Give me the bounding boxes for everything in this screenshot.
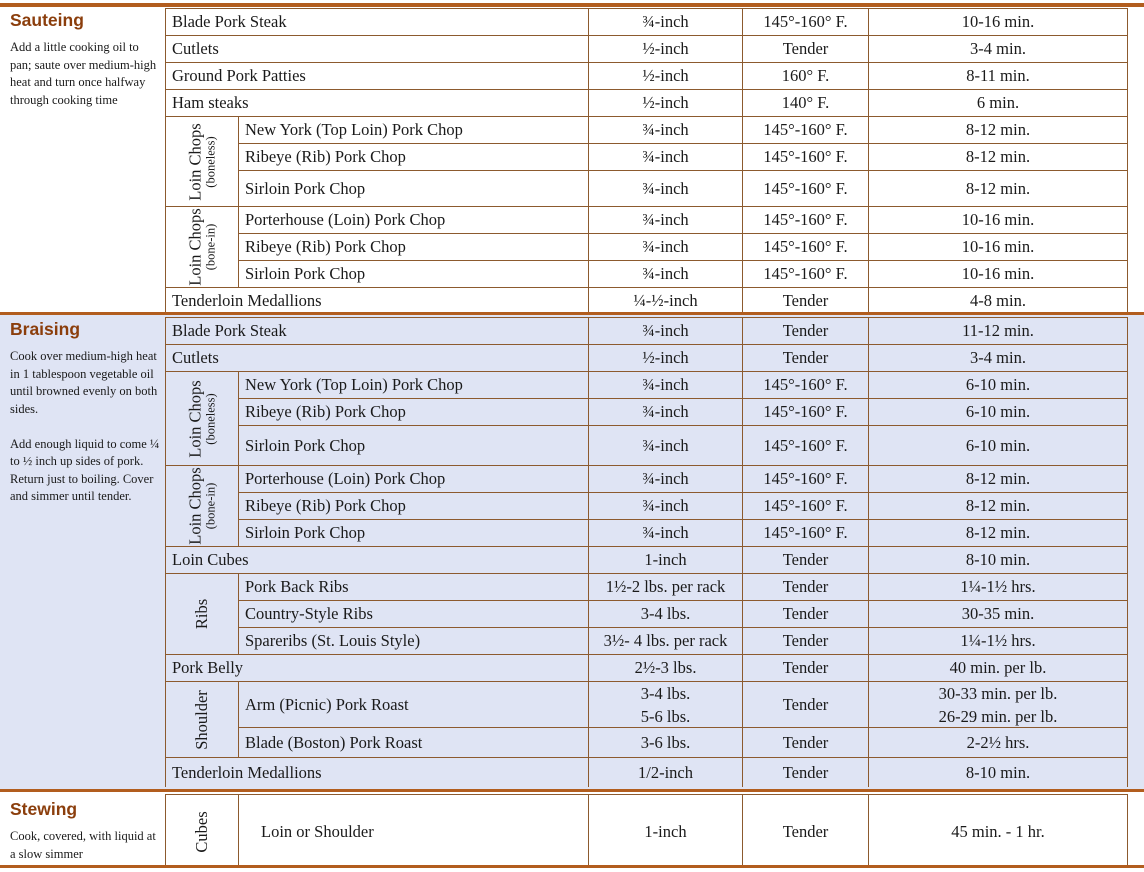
section-divider-rule xyxy=(0,789,1144,792)
temperature-cell: 160° F. xyxy=(742,62,868,89)
thickness-cell: ¾-inch xyxy=(588,492,742,519)
temperature-cell: 145°-160° F. xyxy=(742,371,868,398)
thickness-cell: ¾-inch xyxy=(588,371,742,398)
cut-name-cell: Blade (Boston) Pork Roast xyxy=(238,727,588,757)
thickness-cell: 3½- 4 lbs. per rack xyxy=(588,627,742,654)
cut-name-cell: Tenderloin Medallions xyxy=(165,757,588,787)
time-cell: 3-4 min. xyxy=(868,344,1128,371)
cut-name-cell: Loin Cubes xyxy=(165,546,588,573)
time-cell: 1¼-1½ hrs. xyxy=(868,627,1128,654)
cut-name-cell: Arm (Picnic) Pork Roast xyxy=(238,681,588,727)
cut-name-cell: Cutlets xyxy=(165,35,588,62)
group-sublabel: (boneless) xyxy=(203,135,218,188)
temperature-cell: Tender xyxy=(742,757,868,787)
braising-section-info xyxy=(10,319,160,506)
cut-name-cell: Ribeye (Rib) Pork Chop xyxy=(238,492,588,519)
thickness-cell: ¾-inch xyxy=(588,260,742,287)
group-label-wrap xyxy=(187,380,218,457)
group-label-wrap xyxy=(187,467,218,544)
cut-name-cell: Ribeye (Rib) Pork Chop xyxy=(238,233,588,260)
cut-name-cell: Blade Pork Steak xyxy=(165,317,588,344)
cut-name-cell: Ground Pork Patties xyxy=(165,62,588,89)
thickness-cell: ½-inch xyxy=(588,35,742,62)
temperature-cell: 145°-160° F. xyxy=(742,519,868,546)
group-label-wrap xyxy=(187,208,218,285)
cut-name-cell: Cutlets xyxy=(165,344,588,371)
group-label-wrap xyxy=(193,599,211,629)
time-cell: 6 min. xyxy=(868,89,1128,116)
thickness-cell: ¾-inch xyxy=(588,317,742,344)
temperature-cell: 145°-160° F. xyxy=(742,425,868,465)
thickness-cell: ¾-inch xyxy=(588,8,742,35)
braising-description: Cook over medium-high heat in 1 tablespoon vegetable oil until browned evenly on both sides. Add enough liquid to come ¼ to ½ inch up sides of pork. Return just to boiling. Cover and simmer until tender. xyxy=(10,349,160,503)
temperature-cell: Tender xyxy=(742,573,868,600)
thickness-cell: ½-inch xyxy=(588,344,742,371)
group-label-wrap xyxy=(193,690,211,750)
thickness-cell: ¾-inch xyxy=(588,116,742,143)
section-divider-rule xyxy=(0,3,1144,7)
thickness-cell: ¾-inch xyxy=(588,233,742,260)
temperature-cell: 145°-160° F. xyxy=(742,206,868,233)
thickness-cell: ¾-inch xyxy=(588,519,742,546)
group-label: Loin Chops xyxy=(185,122,205,201)
thickness-cell: ¾-inch xyxy=(588,143,742,170)
time-cell: 8-12 min. xyxy=(868,492,1128,519)
temperature-cell: Tender xyxy=(742,654,868,681)
temperature-cell: Tender xyxy=(742,600,868,627)
stewing-group-cubes xyxy=(165,794,238,868)
temperature-cell: 140° F. xyxy=(742,89,868,116)
group-label: Ribs xyxy=(192,598,211,630)
thickness-cell: 3-6 lbs. xyxy=(588,727,742,757)
time-cell xyxy=(868,681,1128,727)
cell-line: 26-29 min. per lb. xyxy=(938,706,1058,726)
time-cell: 4-8 min. xyxy=(868,287,1128,314)
sauteing-group-loin-chops xyxy=(165,116,238,206)
cell-line: 30-33 min. per lb. xyxy=(938,683,1058,703)
group-sublabel: (boneless) xyxy=(203,392,218,445)
temperature-cell: 145°-160° F. xyxy=(742,116,868,143)
group-label: Cubes xyxy=(192,810,211,853)
time-cell: 8-12 min. xyxy=(868,519,1128,546)
time-cell: 8-10 min. xyxy=(868,757,1128,787)
time-cell: 40 min. per lb. xyxy=(868,654,1128,681)
time-cell: 8-12 min. xyxy=(868,116,1128,143)
time-cell: 2-2½ hrs. xyxy=(868,727,1128,757)
group-label: Loin Chops xyxy=(185,467,205,545)
time-cell: 6-10 min. xyxy=(868,371,1128,398)
thickness-cell: 1-inch xyxy=(588,546,742,573)
thickness-cell: ½-inch xyxy=(588,62,742,89)
group-label-wrap xyxy=(187,123,218,200)
group-label: Loin Chops xyxy=(185,379,205,458)
cut-name-cell: Pork Belly xyxy=(165,654,588,681)
sauteing-group-loin-chops xyxy=(165,206,238,287)
cut-name-cell: Sirloin Pork Chop xyxy=(238,519,588,546)
time-cell: 10-16 min. xyxy=(868,233,1128,260)
temperature-cell: 145°-160° F. xyxy=(742,233,868,260)
temperature-cell: 145°-160° F. xyxy=(742,465,868,492)
time-cell: 10-16 min. xyxy=(868,206,1128,233)
time-cell: 1¼-1½ hrs. xyxy=(868,573,1128,600)
thickness-cell: ¾-inch xyxy=(588,170,742,206)
temperature-cell: Tender xyxy=(742,727,868,757)
time-cell: 45 min. - 1 hr. xyxy=(868,794,1128,868)
cut-name-cell: Sirloin Pork Chop xyxy=(238,425,588,465)
time-cell: 3-4 min. xyxy=(868,35,1128,62)
temperature-cell: Tender xyxy=(742,344,868,371)
stewing-section-info xyxy=(10,799,160,863)
time-cell: 8-11 min. xyxy=(868,62,1128,89)
thickness-cell: ½-inch xyxy=(588,89,742,116)
section-divider-rule xyxy=(0,312,1144,315)
thickness-cell: 1-inch xyxy=(588,794,742,868)
cut-name-cell: Porterhouse (Loin) Pork Chop xyxy=(238,206,588,233)
temperature-cell: 145°-160° F. xyxy=(742,8,868,35)
sauteing-title: Sauteing xyxy=(10,10,84,30)
thickness-cell: ¾-inch xyxy=(588,206,742,233)
thickness-cell: ¾-inch xyxy=(588,465,742,492)
time-cell: 30-35 min. xyxy=(868,600,1128,627)
thickness-cell: 2½-3 lbs. xyxy=(588,654,742,681)
temperature-cell: Tender xyxy=(742,35,868,62)
cut-name-cell: Ham steaks xyxy=(165,89,588,116)
cell-line: 3-4 lbs. xyxy=(640,683,691,703)
temperature-cell: 145°-160° F. xyxy=(742,170,868,206)
thickness-cell: 1½-2 lbs. per rack xyxy=(588,573,742,600)
thickness-cell: ¾-inch xyxy=(588,425,742,465)
braising-group-loin-chops xyxy=(165,465,238,546)
temperature-cell: Tender xyxy=(742,627,868,654)
cut-name-cell: Country-Style Ribs xyxy=(238,600,588,627)
group-label-wrap xyxy=(193,811,211,852)
thickness-cell: 3-4 lbs. xyxy=(588,600,742,627)
time-cell: 8-12 min. xyxy=(868,170,1128,206)
time-cell: 10-16 min. xyxy=(868,260,1128,287)
group-label: Loin Chops xyxy=(185,208,205,286)
time-cell: 8-12 min. xyxy=(868,143,1128,170)
time-cell: 6-10 min. xyxy=(868,425,1128,465)
sauteing-description: Add a little cooking oil to pan; saute over medium-high heat and turn once halfway through cooking time xyxy=(10,40,157,107)
cut-name-cell: Blade Pork Steak xyxy=(165,8,588,35)
cut-name-cell: Ribeye (Rib) Pork Chop xyxy=(238,143,588,170)
time-cell: 6-10 min. xyxy=(868,398,1128,425)
cut-name-cell: Porterhouse (Loin) Pork Chop xyxy=(238,465,588,492)
temperature-cell: Tender xyxy=(742,546,868,573)
time-cell: 8-12 min. xyxy=(868,465,1128,492)
braising-group-ribs xyxy=(165,573,238,654)
cut-name-cell: Spareribs (St. Louis Style) xyxy=(238,627,588,654)
thickness-cell: ¾-inch xyxy=(588,398,742,425)
cut-name-cell: Loin or Shoulder xyxy=(238,794,588,868)
time-cell: 10-16 min. xyxy=(868,8,1128,35)
temperature-cell: Tender xyxy=(742,317,868,344)
temperature-cell: 145°-160° F. xyxy=(742,398,868,425)
stewing-title: Stewing xyxy=(10,799,78,819)
stewing-description: Cook, covered, with liquid at a slow simmer xyxy=(10,829,156,861)
braising-title: Braising xyxy=(10,319,81,339)
section-divider-rule xyxy=(0,865,1144,868)
temperature-cell: Tender xyxy=(742,287,868,314)
temperature-cell: Tender xyxy=(742,681,868,727)
cut-name-cell: Ribeye (Rib) Pork Chop xyxy=(238,398,588,425)
cell-line: 5-6 lbs. xyxy=(640,706,691,726)
group-sublabel: (bone-in) xyxy=(203,482,218,530)
group-sublabel: (bone-in) xyxy=(203,223,218,271)
cut-name-cell: Sirloin Pork Chop xyxy=(238,170,588,206)
time-cell: 11-12 min. xyxy=(868,317,1128,344)
thickness-cell: 1/2-inch xyxy=(588,757,742,787)
temperature-cell: 145°-160° F. xyxy=(742,492,868,519)
group-label: Shoulder xyxy=(192,689,211,750)
braising-group-loin-chops xyxy=(165,371,238,465)
braising-group-shoulder xyxy=(165,681,238,757)
cut-name-cell: New York (Top Loin) Pork Chop xyxy=(238,116,588,143)
cut-name-cell: Pork Back Ribs xyxy=(238,573,588,600)
cut-name-cell: Tenderloin Medallions xyxy=(165,287,588,314)
cut-name-cell: Sirloin Pork Chop xyxy=(238,260,588,287)
time-cell: 8-10 min. xyxy=(868,546,1128,573)
thickness-cell: ¼-½-inch xyxy=(588,287,742,314)
temperature-cell: Tender xyxy=(742,794,868,868)
temperature-cell: 145°-160° F. xyxy=(742,143,868,170)
cut-name-cell: New York (Top Loin) Pork Chop xyxy=(238,371,588,398)
temperature-cell: 145°-160° F. xyxy=(742,260,868,287)
thickness-cell xyxy=(588,681,742,727)
sauteing-section-info xyxy=(10,10,160,109)
